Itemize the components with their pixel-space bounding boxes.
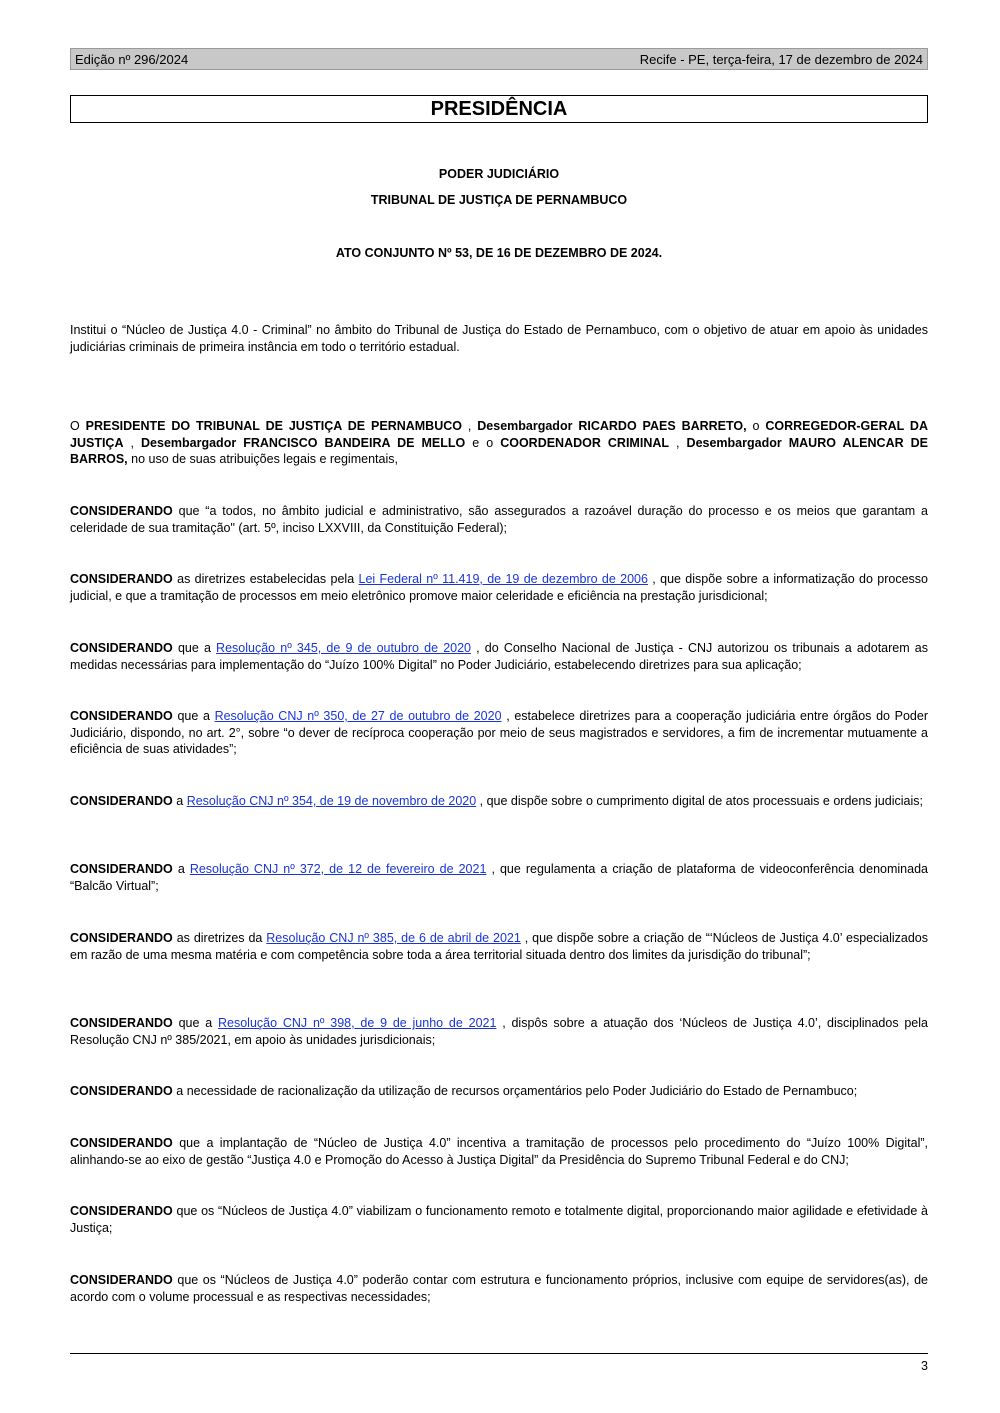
- preamble-text: e o: [465, 435, 501, 450]
- heading-tribunal: TRIBUNAL DE JUSTIÇA DE PERNAMBUCO: [370, 193, 628, 207]
- considerando-text: que os “Núcleos de Justiça 4.0” viabilizam o funcionamento remoto e totalmente digital, proporcionando maior agilidade e efetividade à Justiça;: [70, 1204, 928, 1235]
- considerando-label: CONSIDERANDO: [70, 709, 173, 723]
- considerando-text: , que dispõe sobre o cumprimento digital de atos processuais e ordens judiciais;: [476, 794, 923, 808]
- preamble-text: ,: [123, 435, 142, 450]
- considerando-text: as diretrizes da: [172, 931, 267, 945]
- considerando-text: , que dispõe sobre a informatização do processo judicial, e que a tramitação de processos em meio eletrônico promove maior celeridade e eficiência na prestação jurisdicional;: [70, 572, 928, 603]
- page-number: 3: [921, 1359, 928, 1373]
- considerando-9: [70, 1083, 928, 1100]
- section-title: PRESIDÊNCIA: [430, 97, 568, 120]
- resolution-link[interactable]: Resolução CNJ nº 398, de 9 de junho de 2021: [218, 1016, 497, 1030]
- considerando-2: [70, 571, 928, 604]
- resolution-link[interactable]: Resolução CNJ nº 350, de 27 de outubro de 2020: [214, 709, 502, 723]
- considerando-text: que os “Núcleos de Justiça 4.0” poderão contar com estrutura e funcionamento próprios, inclusive com equipe de servidores(as), de acordo com o volume processual e as respectivas necessidades;: [70, 1273, 928, 1304]
- section-title-box: [70, 95, 928, 123]
- preamble-text: ,: [462, 419, 478, 433]
- considerando-3: [70, 640, 928, 673]
- considerando-5: [70, 793, 928, 810]
- considerando-label: CONSIDERANDO: [70, 504, 173, 518]
- location-date: Recife - PE, terça-feira, 17 de dezembro de 2024: [639, 51, 923, 67]
- preamble-president: PRESIDENTE DO TRIBUNAL DE JUSTIÇA DE PERNAMBUCO: [85, 419, 462, 433]
- considerando-label: CONSIDERANDO: [70, 1273, 173, 1287]
- considerando-text: , que regulamenta a criação de plataforma de videoconferência denominada “Balcão Virtual”;: [70, 862, 928, 893]
- resolution-link[interactable]: Resolução nº 345, de 9 de outubro de 2020: [216, 641, 471, 655]
- preamble-text: o: [746, 419, 766, 433]
- considerando-label: CONSIDERANDO: [70, 1084, 173, 1098]
- considerando-11: [70, 1203, 928, 1236]
- considerando-text: que a: [172, 709, 215, 723]
- considerando-text: , dispôs sobre a atuação dos ‘Núcleos de Justiça 4.0’, disciplinados pela Resolução CNJ nº 385/2021, em apoio às unidades jurisdicionais;: [70, 1016, 928, 1047]
- considerando-12: [70, 1272, 928, 1305]
- ementa: Institui o “Núcleo de Justiça 4.0 - Criminal” no âmbito do Tribunal de Justiça do Estado de Pernambuco, com o objetivo de atuar em apoio às unidades judiciárias criminais de primeira instância em todo o território estadual.: [70, 323, 928, 354]
- considerando-text: que “a todos, no âmbito judicial e administrativo, são assegurados a razoável duração do processo e os meios que garantam a celeridade de sua tramitação" (art. 5º, inciso LXXVIII, da Constituição Federal);: [70, 504, 928, 535]
- resolution-link[interactable]: Resolução CNJ nº 385, de 6 de abril de 2021: [266, 931, 521, 945]
- considerando-text: , do Conselho Nacional de Justiça - CNJ autorizou os tribunais a adotarem as medidas necessárias para implementação do “Juízo 100% Digital” no Poder Judiciário, estabelecendo diretrizes para sua aplicação;: [70, 641, 928, 672]
- considerando-text: a: [172, 862, 190, 876]
- considerando-text: que a: [172, 641, 217, 655]
- edition-header-bar: [70, 48, 928, 70]
- considerando-label: CONSIDERANDO: [70, 1204, 173, 1218]
- considerando-label: CONSIDERANDO: [70, 572, 173, 586]
- preamble-corregedor: CORREGEDOR-GERAL DA JUSTIÇA: [70, 419, 928, 450]
- resolution-link[interactable]: Resolução CNJ nº 372, de 12 de fevereiro de 2021: [189, 862, 487, 876]
- considerando-7: [70, 930, 928, 963]
- considerando-label: CONSIDERANDO: [70, 1016, 173, 1030]
- preamble-coordenador: COORDENADOR CRIMINAL: [500, 435, 670, 450]
- preamble-text: O: [70, 419, 86, 433]
- preamble-president-name: Desembargador RICARDO PAES BARRETO,: [477, 419, 747, 433]
- considerando-label: CONSIDERANDO: [70, 931, 173, 945]
- considerando-text: , estabelece diretrizes para a cooperação judiciária entre órgãos do Poder Judiciário, dispondo, no art. 2°, sobre “o dever de recíproca cooperação por meio de seus magistrados e servidores, a fim de incrementar mutuamente a eficiência de suas atividades”;: [70, 709, 928, 756]
- considerando-text: a: [172, 794, 187, 808]
- considerando-text: que a implantação de “Núcleo de Justiça 4.0” incentiva a tramitação de processos pelo procedimento do “Juízo 100% Digital”, alinhando-se ao eixo de gestão “Justiça 4.0 e Promoção do Acesso à Justiça Digital” da Presidência do Supremo Tribunal Federal e do CNJ;: [70, 1136, 928, 1167]
- considerando-text: , que dispõe sobre a criação de “‘Núcleos de Justiça 4.0’ especializados em razão de uma mesma matéria e com competência sobre toda a área territorial situada dentro dos limites da jurisdição do tribunal”;: [70, 931, 928, 962]
- considerando-10: [70, 1135, 928, 1168]
- considerando-label: CONSIDERANDO: [70, 1136, 173, 1150]
- considerando-4: [70, 708, 928, 758]
- considerando-text: que a: [172, 1016, 218, 1030]
- heading-poder-judiciario: PODER JUDICIÁRIO: [438, 167, 560, 181]
- preamble-coordenador-name: Desembargador MAURO ALENCAR DE BARROS,: [70, 435, 929, 466]
- edition-number: Edição nº 296/2024: [75, 51, 189, 67]
- considerando-label: CONSIDERANDO: [70, 862, 173, 876]
- preamble-text: ,: [669, 435, 687, 450]
- preamble-text: no uso de suas atribuições legais e regimentais,: [127, 452, 398, 466]
- act-title: ATO CONJUNTO Nº 53, DE 16 DE DEZEMBRO DE 2024.: [335, 246, 663, 260]
- considerando-label: CONSIDERANDO: [70, 641, 173, 655]
- considerando-text: a necessidade de racionalização da utilização de recursos orçamentários pelo Poder Judiciário do Estado de Pernambuco;: [172, 1084, 858, 1098]
- considerando-6: [70, 861, 928, 894]
- law-link[interactable]: Lei Federal nº 11.419, de 19 de dezembro de 2006: [358, 572, 648, 586]
- footer-divider: [70, 1353, 928, 1354]
- considerando-label: CONSIDERANDO: [70, 794, 173, 808]
- considerando-text: as diretrizes estabelecidas pela: [172, 572, 359, 586]
- considerando-1: [70, 503, 928, 536]
- considerando-8: [70, 1015, 928, 1048]
- preamble-corregedor-name: Desembargador FRANCISCO BANDEIRA DE MELLO: [141, 435, 466, 450]
- resolution-link[interactable]: Resolução CNJ nº 354, de 19 de novembro de 2020: [186, 794, 477, 808]
- preamble: [70, 418, 928, 468]
